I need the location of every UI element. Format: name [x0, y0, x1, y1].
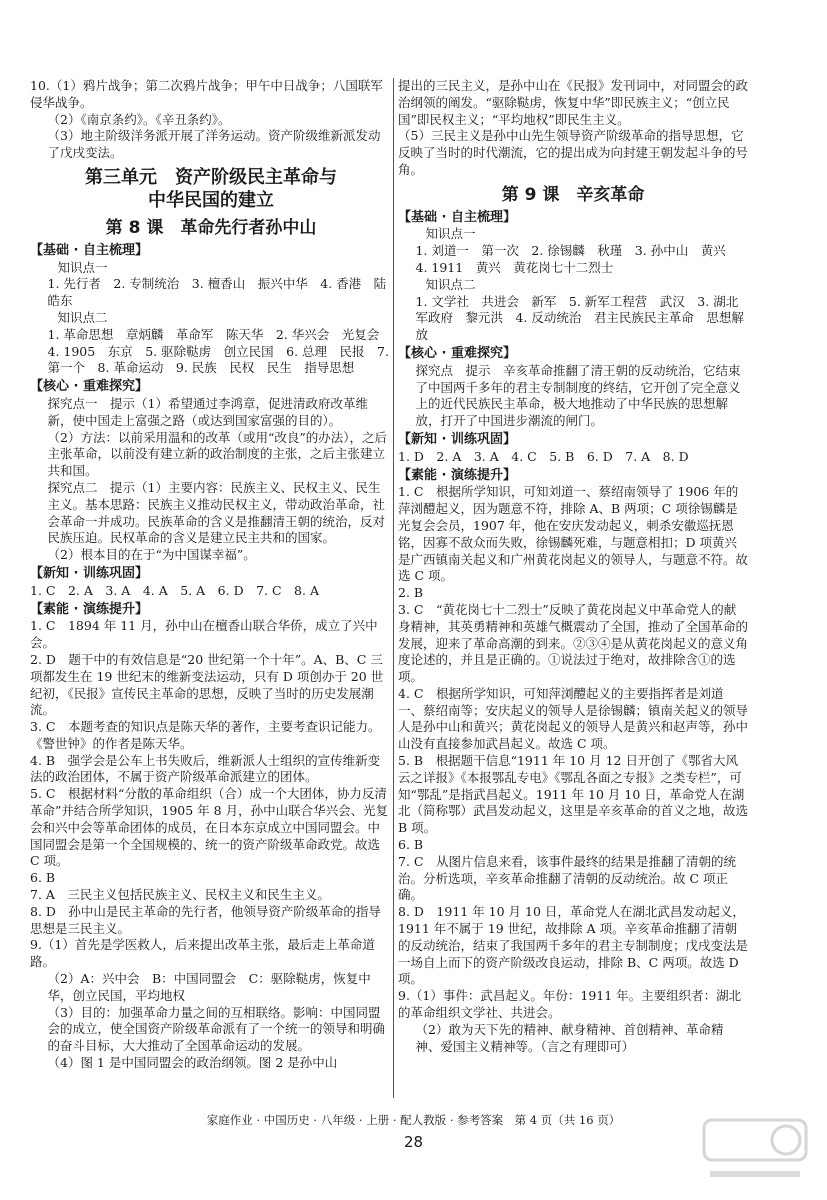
skill-9-2: （2）A：兴中会 B：中国同盟会 C：驱除鞑虏，恢复中华，创立民国，平均地权 — [47, 971, 371, 1003]
page-footer: 家庭作业 · 中国历史 · 八年级 · 上册 · 配人教版 · 参考答案 第 4 页（共 16 页） — [206, 1113, 621, 1127]
skill-b-1: 1. C 根据所学知识，可知刘道一、蔡绍南领导了 1906 年的萍浏醴起义，因为题意不符，排除 A、B 两项；C 项徐锡麟是光复会会员，1907 年，他在安庆发动起义，刺杀安徽巡抚恩铭，因寡不敌众而失败，徐锡麟死难，与题意相扣；D 项黄兴是广西镇南关起义和广州黄花岗起义的领导人，与题意不符。故选 C 项。 — [398, 484, 749, 584]
unit-title-line2: 中华民国的建立 — [148, 189, 274, 211]
core-4: （2）根本目的在于“为中国谋幸福”。 — [47, 547, 256, 563]
skill-1: 1. C 1894 年 11 月，孙中山在檀香山联合华侨，成立了兴中会。 — [30, 618, 378, 651]
knowledge-point-2-b: 知识点二 — [425, 276, 476, 292]
skill-9-4: （4）图 1 是中国同盟会的政治纲领。图 2 是孙中山 — [47, 1055, 338, 1071]
prev-answer-10-3: （3）地主阶级洋务派开展了洋务运动。资产阶级维新派发动了戊戌变法。 — [47, 128, 381, 161]
new-answers: 1. C 2. A 3. A 4. A 5. A 6. D 7. C 8. A — [30, 582, 319, 598]
core-2: （2）方法：以前采用温和的改革（或用“改良”的办法），之后主张革命，以前没有建立新的政治制度的主张，之后主张建立共和国。 — [47, 429, 387, 479]
section-core: 【核心 · 重难探究】 — [30, 379, 148, 395]
section-core-2: 【核心 · 重难探究】 — [398, 345, 516, 361]
left-column — [30, 78, 392, 1072]
lesson-8-title: 第 8 课 革命先行者孙中山 — [105, 217, 317, 238]
core-b: 探究点 提示 辛亥革命推翻了清王朝的反动统治，它结束了中国两千多年的君主专制制度的终结，它开创了完全意义上的近代民族民主革命，极大地推动了中华民族的思想解放，打开了中国进步潮流的闸门。 — [415, 362, 741, 429]
prev-answer-10-2: （2）《南京条约》。《辛丑条约》。 — [47, 111, 231, 127]
watermark-logo-icon — [700, 1112, 810, 1192]
new-answers-b: 1. D 2. A 3. A 4. C 5. B 6. D 7. A 8. D — [398, 448, 689, 464]
column-divider — [393, 78, 394, 1098]
skill-5: 5. C 根据材料“分散的革命组织（合）成一个大团体，协力反清革命”并结合所学知识，1905 年 8 月，孙中山联合华兴会、光复会和兴中会等革命团体的成员，在日本东京成立中国同盟会。中国同盟会是第一个全国规模的、统一的资产阶级革命政党。故选 C 项。 — [30, 786, 389, 869]
skill-2: 2. D 题干中的有效信息是“20 世纪第一个十年”。A、B、C 三项都发生在 19 世纪末的维新变法运动，只有 D 项创办于 20 世纪初，《民报》宣传民主革命的思想，反映了当时的历史发展潮流。 — [30, 651, 384, 718]
skill-8: 8. D 孙中山是民主革命的先行者，他领导资产阶级革命的指导思想是三民主义。 — [30, 903, 381, 936]
lesson-9-title: 第 9 课 辛亥革命 — [501, 184, 645, 205]
continued-answer-5: （5）三民主义是孙中山先生领导资产阶级革命的指导思想，它反映了当时的时代潮流，它的提出成为向封建王朝发起斗争的号角。 — [398, 128, 749, 177]
section-new-knowledge-2: 【新知 · 训练巩固】 — [398, 431, 516, 447]
core-3: 探究点二 提示（1）主要内容：民族主义、民权主义、民生主义。基本思路：民族主义推动民权主义，带动政治革命，社会革命一并成功。民族革命的含义是推翻清王朝的统治，反对民族压迫。民权革命的含义是建立民主共和的国家。 — [47, 479, 386, 546]
continued-answer: 提出的三民主义，是孙中山在《民报》发刊词中，对同盟会的政治纲领的阐发。“驱除鞑虏，恢复中华”即民族主义；“创立民国”即民权主义；“平均地权”即民生主义。 — [398, 78, 749, 127]
section-basics-2: 【基础 · 自主梳理】 — [398, 209, 516, 225]
section-skill-2: 【素能 · 演练提升】 — [398, 467, 516, 483]
section-skill: 【素能 · 演练提升】 — [30, 601, 148, 617]
skill-b-9-2: （2）敢为天下先的精神、献身精神、首创精神、革命精神、爱国主义精神等。（言之有理即可） — [415, 1021, 724, 1054]
kp1-answers-b: 1. 刘道一 第一次 2. 徐锡麟 秋瑾 3. 孙中山 黄兴 4. 1911 黄兴 黄花岗七十二烈士 — [415, 243, 739, 275]
skill-b-5: 5. B 根据题干信息“1911 年 10 月 12 日开创了《鄂省大风云之详报》《本报鄂乱专电》《鄂乱各面之专报》之类专栏”，可知“鄂乱”是指武昌起义。1911 年 10 月 10 日，革命党人在湖北（简称鄂）武昌发动起义，这里是辛亥革命的首义之地，故选 B 项。 — [398, 753, 749, 836]
section-new-knowledge: 【新知 · 训练巩固】 — [30, 565, 148, 581]
skill-b-6: 6. B — [398, 837, 424, 853]
kp2-answers: 1. 革命思想 章炳麟 革命军 陈天华 2. 华兴会 光复会 4. 1905 东京 5. 驱除鞑虏 创立民国 6. 总理 民报 7. 第一个 8. 革命运动 9. 民族 民权 民生 指导思想 — [47, 326, 392, 376]
skill-b-9-1: 9.（1）事件：武昌起义。年份：1911 年。主要组织者：湖北的革命组织文学社、共进会。 — [398, 988, 742, 1021]
skill-9-3: （3）目的：加强革命力量之间的互相联络。影响：中国同盟会的成立，使全国资产阶级革命派有了一个统一的领导和明确的奋斗目标，大大推动了全国革命运动的发展。 — [47, 1004, 386, 1054]
skill-b-2: 2. B — [398, 585, 424, 601]
skill-b-8: 8. D 1911 年 10 月 10 日，革命党人在湖北武昌发动起义，1911 年不属于 19 世纪，故排除 A 项。辛亥革命推翻了清朝的反动统治，结束了我国两千多年的君主专制制度；戊戌变法是一场自上而下的资产阶级改良运动，排除 B、C 两项。故选 D 项。 — [398, 904, 749, 987]
unit-title-line1: 第三单元 资产阶级民主革命与 — [85, 166, 337, 188]
skill-6: 6. B — [30, 870, 56, 886]
knowledge-point-1: 知识点一 — [57, 259, 108, 275]
core-1: 探究点一 提示（1）希望通过李鸿章，促进清政府改革维新，使中国走上富强之路（或达到国家富强的目的）。 — [47, 395, 368, 428]
skill-b-7: 7. C 从图片信息来看，该事件最终的结果是推翻了清朝的统治。分析选项，辛亥革命推翻了清朝的反动统治。故 C 项正确。 — [398, 853, 736, 903]
knowledge-point-2: 知识点二 — [57, 309, 108, 325]
skill-7: 7. A 三民主义包括民族主义、民权主义和民生主义。 — [30, 887, 330, 903]
right-column — [398, 78, 748, 1055]
section-basics: 【基础 · 自主梳理】 — [30, 242, 148, 258]
skill-3: 3. C 本题考查的知识点是陈天华的著作，主要考查识记能力。《警世钟》的作者是陈天华。 — [30, 719, 381, 751]
page-number: 28 — [403, 1133, 424, 1151]
prev-answer-10: 10.（1）鸦片战争；第二次鸦片战争；甲午中日战争；八国联军侵华战争。 — [30, 78, 383, 110]
skill-4: 4. B 强学会是公车上书失败后，维新派人士组织的宣传维新变法的政治团体，不属于资产阶级革命派建立的团体。 — [30, 752, 381, 785]
skill-b-3: 3. C “黄花岗七十二烈士”反映了黄花岗起义中革命党人的献身精神，其英勇精神和英雄气概震动了全国，推动了全国革命的发展，迎来了革命高潮的到来。②③④是从黄花岗起义的意义角度论述的，并且是正确的。①说法过于绝对，故排除含①的选项。 — [398, 601, 749, 685]
skill-9-1: 9.（1）首先是学医救人，后来提出改革主张，最后走上革命道路。 — [30, 937, 375, 970]
skill-b-4: 4. C 根据所学知识，可知萍浏醴起义的主要指挥者是刘道一、蔡绍南等；安庆起义的领导人是徐锡麟；镇南关起义的领导人是孙中山和黄兴；黄花岗起义的领导人是黄兴和赵声等，孙中山没有直接参加武昌起义。故选 C 项。 — [398, 685, 749, 752]
kp1-answers: 1. 先行者 2. 专制统治 3. 檀香山 振兴中华 4. 香港 陆皓东 — [47, 276, 387, 309]
knowledge-point-1-b: 知识点一 — [425, 226, 476, 242]
kp2-answers-b: 1. 文学社 共进会 新军 5. 新军工程营 武汉 3. 湖北军政府 黎元洪 4. 反动统治 君主民族民主革命 思想解放 — [415, 293, 744, 343]
